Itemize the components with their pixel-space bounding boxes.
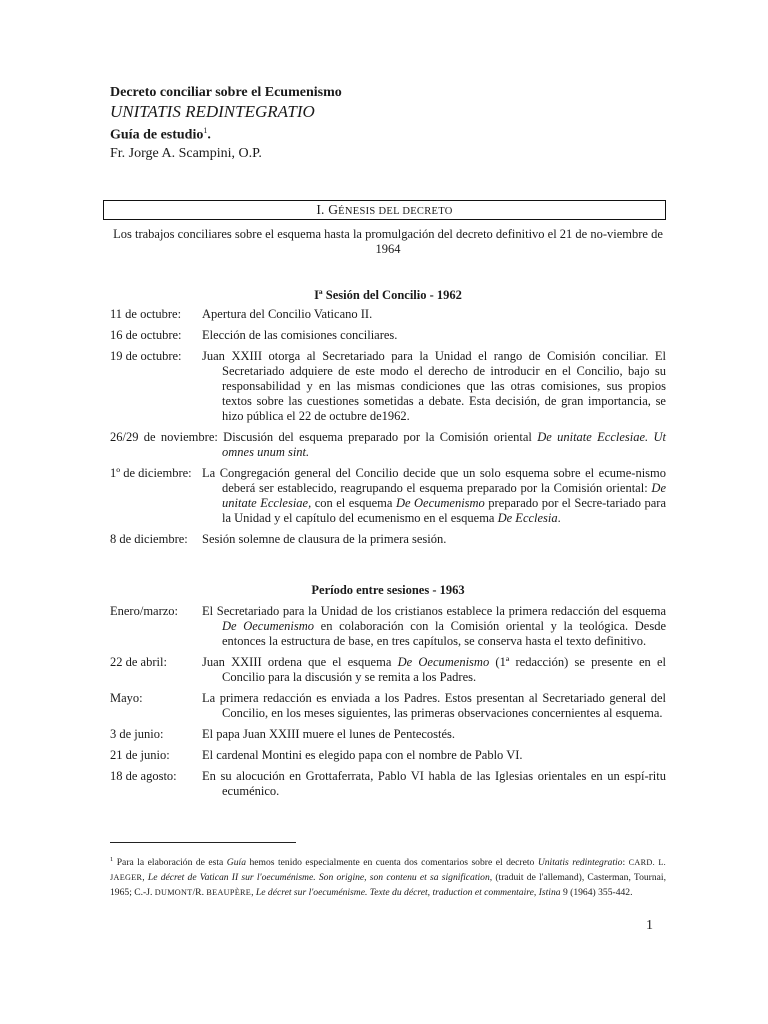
- timeline-entry: [110, 769, 666, 799]
- timeline-entry: [110, 532, 666, 547]
- section-numeral: I.: [316, 202, 325, 217]
- document-header: [110, 84, 670, 163]
- timeline-entry: [110, 430, 666, 460]
- entry-date: 26/29 de noviembre:: [110, 430, 218, 444]
- entry-text: La Congregación general del Concilio decide que un solo esquema sobre el ecume-nismo deberá ser establecido, reagrupando el esquema preparado por la Comisión oriental: De unitate Ecclesiae, con el esquema De Oecumenismo preparado por el Secre-tariado para la Unidad y el capítulo del ecumenismo en el esquema De Ecclesia.: [202, 466, 666, 525]
- author-name: Fr. Jorge A. Scampini, O.P.: [110, 145, 262, 161]
- decree-title: Decreto conciliar sobre el Ecumenismo: [110, 85, 342, 100]
- footnote-reference[interactable]: 1: [203, 126, 208, 135]
- entry-date: 18 de agosto:: [110, 769, 177, 783]
- entry-text: Apertura del Concilio Vaticano II.: [202, 307, 373, 321]
- entry-date: 3 de junio:: [110, 727, 164, 741]
- entry-text: El cardenal Montini es elegido papa con el nombre de Pablo VI.: [202, 748, 523, 762]
- section-intro: Los trabajos conciliares sobre el esquema hasta la promulgación del decreto definitivo el 21 de no-viembre de 1964: [113, 227, 663, 256]
- timeline-entry: [110, 691, 666, 721]
- session-heading-1963: Período entre sesiones - 1963: [311, 583, 465, 597]
- entry-text: Elección de las comisiones conciliares.: [202, 328, 398, 342]
- timeline-entry: [110, 349, 666, 424]
- latin-title: UNITATIS REDINTEGRATIO: [110, 102, 315, 121]
- entry-text: El Secretariado para la Unidad de los cristianos establece la primera redacción del esquema De Oecumenismo en colaboración con la Comisión oriental y la teológica. Desde entonces la estructura de base, en tres capítulos, se conserva hasta el texto definitivo.: [202, 604, 667, 648]
- timeline-entry: [110, 307, 666, 322]
- timeline-entry: [110, 655, 666, 685]
- page-number: 1: [646, 918, 653, 933]
- timeline-1963: [110, 604, 666, 799]
- entry-text: Juan XXIII otorga al Secretariado para la Unidad el rango de Comisión conciliar. El Secretariado adquiere de este modo el derecho de introducir en el Concilio, bajo su responsabilidad y en las mismas condiciones que las otras comisiones, sus propios textos sobre las cuestiones sometidas a debate. Esta decisión, de gran importancia, se hizo pública el 22 de octubre de1962.: [202, 349, 666, 423]
- entry-date: 19 de octubre:: [110, 349, 182, 363]
- timeline-entry: [110, 466, 666, 526]
- entry-date: Enero/marzo:: [110, 604, 179, 618]
- timeline-1962: [110, 307, 666, 547]
- timeline-entry: [110, 328, 666, 343]
- entry-date: 21 de junio:: [110, 748, 170, 762]
- study-guide-suffix: .: [207, 127, 211, 143]
- entry-date: 1º de diciembre:: [110, 466, 192, 480]
- entry-text: El papa Juan XXIII muere el lunes de Pentecostés.: [202, 727, 456, 741]
- footnote: $^1$ Para la elaboración de esta Guía hemos tenido especialmente en cuenta dos comentarios sobre el decreto Unitatis redintegratio: CARD. L. JAEGER, Le décret de Vatican II sur l'oecuménisme. Son origine, son contenu et sa signification, (traduit de l'allemand), Casterman, Tournai, 1965; C.-J. DUMONT/R. BEAUPÈRE, Le décret sur l'oecuménisme. Texte du décret, traduction et commentaire, Istina 9 (1964) 355-442.: [110, 856, 666, 899]
- session-heading-1962: Iª Sesión del Concilio - 1962: [314, 288, 462, 302]
- timeline-entry: [110, 604, 666, 649]
- study-guide-text: Guía de estudio: [110, 127, 204, 143]
- study-guide-label: [110, 122, 670, 145]
- entry-text: En su alocución en Grottaferrata, Pablo VI habla de las Iglesias orientales en un espí-ritu ecuménico.: [202, 769, 666, 798]
- entry-date: Mayo:: [110, 691, 143, 705]
- timeline-entry: [110, 748, 666, 763]
- entry-date: 11 de octubre:: [110, 307, 182, 321]
- entry-date: 16 de octubre:: [110, 328, 182, 342]
- section-heading: [103, 200, 666, 220]
- entry-text: La primera redacción es enviada a los Padres. Estos presentan al Secretariado general del Concilio, en los meses siguientes, las primeras observaciones concernientes al esquema.: [202, 691, 666, 720]
- section-first-letter: G: [328, 202, 339, 217]
- entry-text: Sesión solemne de clausura de la primera sesión.: [202, 532, 447, 546]
- footnote-divider: [110, 842, 296, 843]
- section-title-rest: ÉNESIS DEL DECRETO: [338, 206, 453, 217]
- entry-date: 8 de diciembre:: [110, 532, 188, 546]
- entry-text: Juan XXIII ordena que el esquema De Oecumenismo (1ª redacción) se presente en el Concilio para la discusión y se remita a los Padres.: [202, 655, 667, 684]
- entry-text: 26/29 de noviembre: Discusión del esquema preparado por la Comisión oriental De unitate Ecclesiae. Ut omnes unum sint.: [110, 430, 666, 459]
- timeline-entry: [110, 727, 666, 742]
- entry-date: 22 de abril:: [110, 655, 167, 669]
- footnote-mark: 1: [110, 856, 114, 863]
